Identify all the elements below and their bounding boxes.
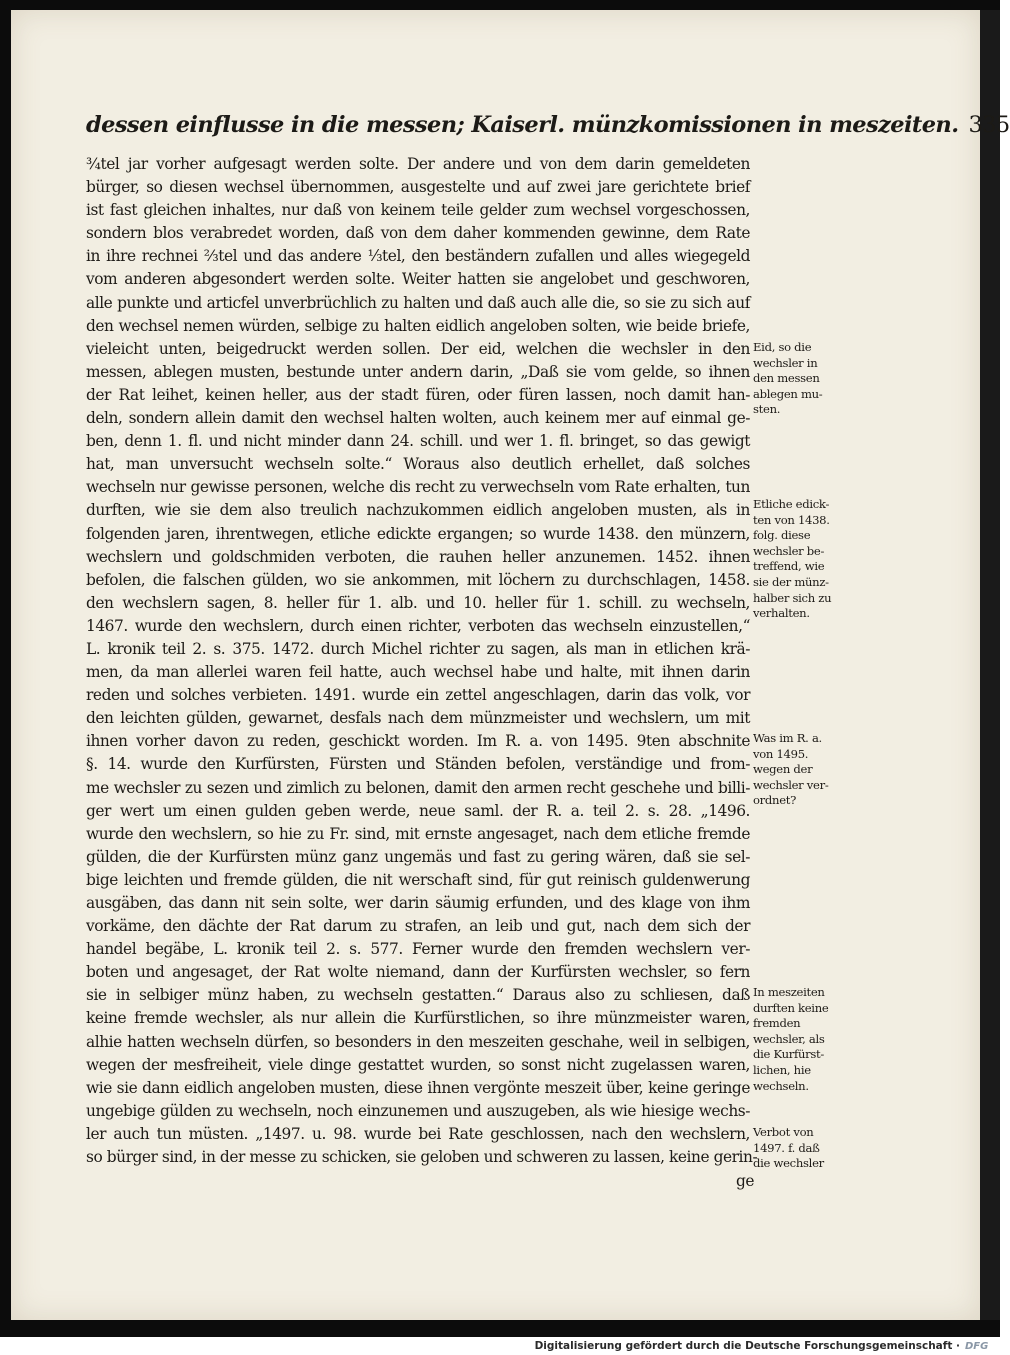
text-line: ger wert um einen gulden geben werde, neue saml. der R. a. teil 2. s. 28. „1496. (86, 801, 750, 820)
text-line: wie sie dann eidlich angeloben musten, diese ihnen vergönte meszeit über, keine geringe (86, 1078, 750, 1097)
text-line: alhie hatten wechseln dürfen, so besonders in den meszeiten geschahe, weil in selbigen, (86, 1032, 750, 1051)
text-line: so bürger sind, in der messe zu schicken, sie geloben und schweren zu lassen, keine gerin- (86, 1148, 758, 1167)
text-line: me wechsler zu sezen und zimlich zu belonen, damit den armen recht geschehe und billi- (86, 778, 750, 797)
text-line: gülden, die der Kurfürsten münz ganz ungemäs und fast zu gering wären, daß sie sel- (86, 847, 750, 866)
text-line: boten und angesaget, der Rat wolte niemand, dann der Kurfürsten wechsler, so fern (86, 963, 750, 982)
marginal-note-line: die Kurfürst- (753, 1047, 825, 1062)
text-line: ausgäben, das dann nit sein solte, wer darin säumig erfunden, und des klage von ihm (86, 894, 750, 912)
marginal-note-line: fremden (753, 1016, 801, 1031)
catchword: ge (736, 1172, 755, 1190)
marginal-note-line: wegen der (753, 762, 813, 777)
text-line: vieleicht unten, beigedruckt werden sollen. Der eid, welchen die wechsler in den (86, 339, 750, 358)
marginal-note-line: In meszeiten (753, 985, 825, 999)
marginal-note-line: wechsler be- (753, 543, 825, 558)
text-line: befolen, die falschen gülden, wo sie ankommen, mit löchern zu durchschlagen, 1458. (86, 570, 750, 589)
text-line: bürger, so diesen wechsel übernommen, ausgestelte und auf zwei jare gerichtete brief (86, 178, 750, 197)
text-line: den wechslern sagen, 8. heller für 1. alb. und 10. heller für 1. schill. zu wechseln, (86, 593, 750, 612)
marginal-note-line: wechsler in (753, 355, 818, 370)
text-line: den wechsel nemen würden, selbige zu halten eidlich angeloben solten, wie beide briefe, (86, 316, 750, 335)
text-line: handel begäbe, L. kronik teil 2. s. 577. Ferner wurde den fremden wechslern ver- (86, 940, 750, 959)
running-header (86, 112, 1010, 146)
text-line: folgenden jaren, ihrentwegen, etliche edickte ergangen; so wurde 1438. den münzern, (86, 524, 750, 543)
text-line: sie in selbiger münz haben, zu wechseln gestatten.“ Daraus also zu schliesen, daß (86, 986, 750, 1005)
marginal-note-line: wechseln. (753, 1078, 809, 1093)
marginal-note (753, 731, 828, 809)
marginal-note-line: verhalten. (753, 606, 810, 621)
marginal-note-line: sten. (753, 402, 781, 417)
text-line: ihnen vorher davon zu reden, geschickt worden. Im R. a. von 1495. 9ten abschnite (86, 732, 750, 751)
text-line: L. kronik teil 2. s. 375. 1472. durch Michel richter zu sagen, als man in etlichen krä- (86, 639, 750, 658)
text-line: ¾tel jar vorher aufgesagt werden solte. Der andere und von dem darin gemeldeten (86, 155, 750, 173)
text-line: ben, denn 1. fl. und nicht minder dann 24. schill. und wer 1. fl. bringet, so das gewigt (86, 432, 750, 451)
text-line: alle punkte und articfel unverbrüchlich zu halten und daß auch alle die, so sie zu sich auf (86, 293, 750, 312)
marginal-note-line: ablegen mu- (753, 386, 823, 401)
text-line: ler auch tun müsten. „1497. u. 98. wurde bei Rate geschlossen, nach den wechslern, (86, 1124, 750, 1143)
text-line: men, da man allerlei waren feil hatte, auch wechsel habe und halte, mit ihnen darin (86, 663, 750, 682)
marginal-note-line: Verbot von (753, 1125, 814, 1139)
text-line: messen, ablegen musten, bestunde unter andern darin, „Daß sie vom gelde, so ihnen (86, 362, 750, 381)
marginal-note-line: die wechsler (753, 1156, 824, 1171)
marginal-note-line: den messen (753, 371, 820, 386)
marginal-note-line: folg. diese (753, 528, 811, 543)
marginal-note-line: ordnet? (753, 793, 797, 808)
marginal-note-line: wechsler, als (753, 1031, 825, 1046)
footer-credit: Digitalisierung gefördert durch die Deutsche Forschungsgemeinschaft · (534, 1340, 960, 1352)
text-line: in ihre rechnei ⅔tel und das andere ⅓tel, den beständern zufallen und alles wiegegeld (86, 247, 750, 266)
running-title: dessen einflusse in die messen; Kaiserl. münzkomissionen in meszeiten. (86, 112, 959, 138)
text-line: hat, man unversucht wechseln solte.“ Woraus also deutlich erhellet, daß solches (86, 455, 750, 474)
text-line: vorkäme, den dächte der Rat darum zu strafen, an leib und gut, nach dem sich der (86, 917, 750, 936)
dfg-logo: DFG (965, 1341, 989, 1352)
marginal-note-line: halber sich zu (753, 590, 832, 605)
text-line: vom anderen abgesondert werden solte. Weiter hatten sie angelobet und geschworen, (86, 270, 750, 289)
main-text-block (86, 153, 758, 1169)
marginal-note-line: durften keine (753, 1000, 829, 1015)
marginal-note (753, 340, 822, 418)
text-line: durften, wie sie dem also treulich nachzukommen eidlich angeloben musten, als in (86, 501, 750, 520)
marginal-note-line: Eid, so die (753, 340, 812, 354)
marginal-note (753, 985, 828, 1094)
text-line: ist fast gleichen inhaltes, nur daß von keinem teile gelder zum wechsel vorgeschossen, (86, 201, 750, 220)
text-line: §. 14. wurde den Kurfürsten, Fürsten und Ständen befolen, verständige und from- (86, 755, 750, 774)
text-line: der Rat leihet, keinen heller, aus der stadt füren, oder füren lassen, noch damit han- (86, 385, 750, 404)
marginal-note-line: treffend, wie (753, 559, 825, 574)
text-line: wegen der mesfreiheit, viele dinge gestattet wurden, so sonst nicht zugelassen waren, (86, 1055, 750, 1074)
marginal-note-line: Was im R. a. (753, 731, 822, 745)
text-line: bige leichten und fremde gülden, die nit werschaft sind, für gut reinisch guldenwerung (86, 870, 750, 889)
marginal-note-line: 1497. f. daß (753, 1140, 820, 1155)
page-number: 335 (968, 112, 1010, 138)
marginal-note-line: ten von 1438. (753, 512, 830, 527)
text-line: 1467. wurde den wechslern, durch einen richter, verboten das wechseln einzustellen,“ (86, 616, 750, 635)
marginal-note-line: wechsler ver- (753, 777, 829, 792)
text-line: reden und solches verbieten. 1491. wurde ein zettel angeschlagen, darin das volk, vor (86, 686, 750, 705)
text-line: den leichten gülden, gewarnet, desfals nach dem münzmeister und wechslern, um mit (86, 709, 750, 728)
marginal-note-line: Etliche edick- (753, 497, 830, 511)
text-line: sondern blos verabredet worden, daß von dem daher kommenden gewinne, dem Rate (86, 224, 750, 243)
text-line: wurde den wechslern, so hie zu Fr. sind, mit ernste angesaget, nach dem etliche fremde (86, 824, 750, 843)
text-line: ungebige gülden zu wechseln, noch einzunemen und auszugeben, als wie hiesige wechs- (86, 1101, 750, 1120)
text-line: deln, sondern allein damit den wechsel halten wolten, auch keinem mer auf einmal ge- (86, 409, 750, 428)
marginal-note-line: von 1495. (753, 746, 809, 761)
page-edge-shadow (980, 10, 1000, 1320)
text-line: wechseln nur gewisse personen, welche dis recht zu verwechseln vom Rate erhalten, tun (86, 478, 750, 497)
text-line: keine fremde wechsler, als nur allein die Kurfürstlichen, so ihre münzmeister waren, (86, 1009, 750, 1028)
marginal-note-line: lichen, hie (753, 1062, 811, 1077)
text-line: wechslern und goldschmiden verboten, die rauhen heller anzunemen. 1452. ihnen (86, 547, 750, 566)
marginal-note-line: sie der münz- (753, 574, 829, 589)
marginal-note (753, 497, 831, 622)
marginal-note (753, 1125, 824, 1172)
